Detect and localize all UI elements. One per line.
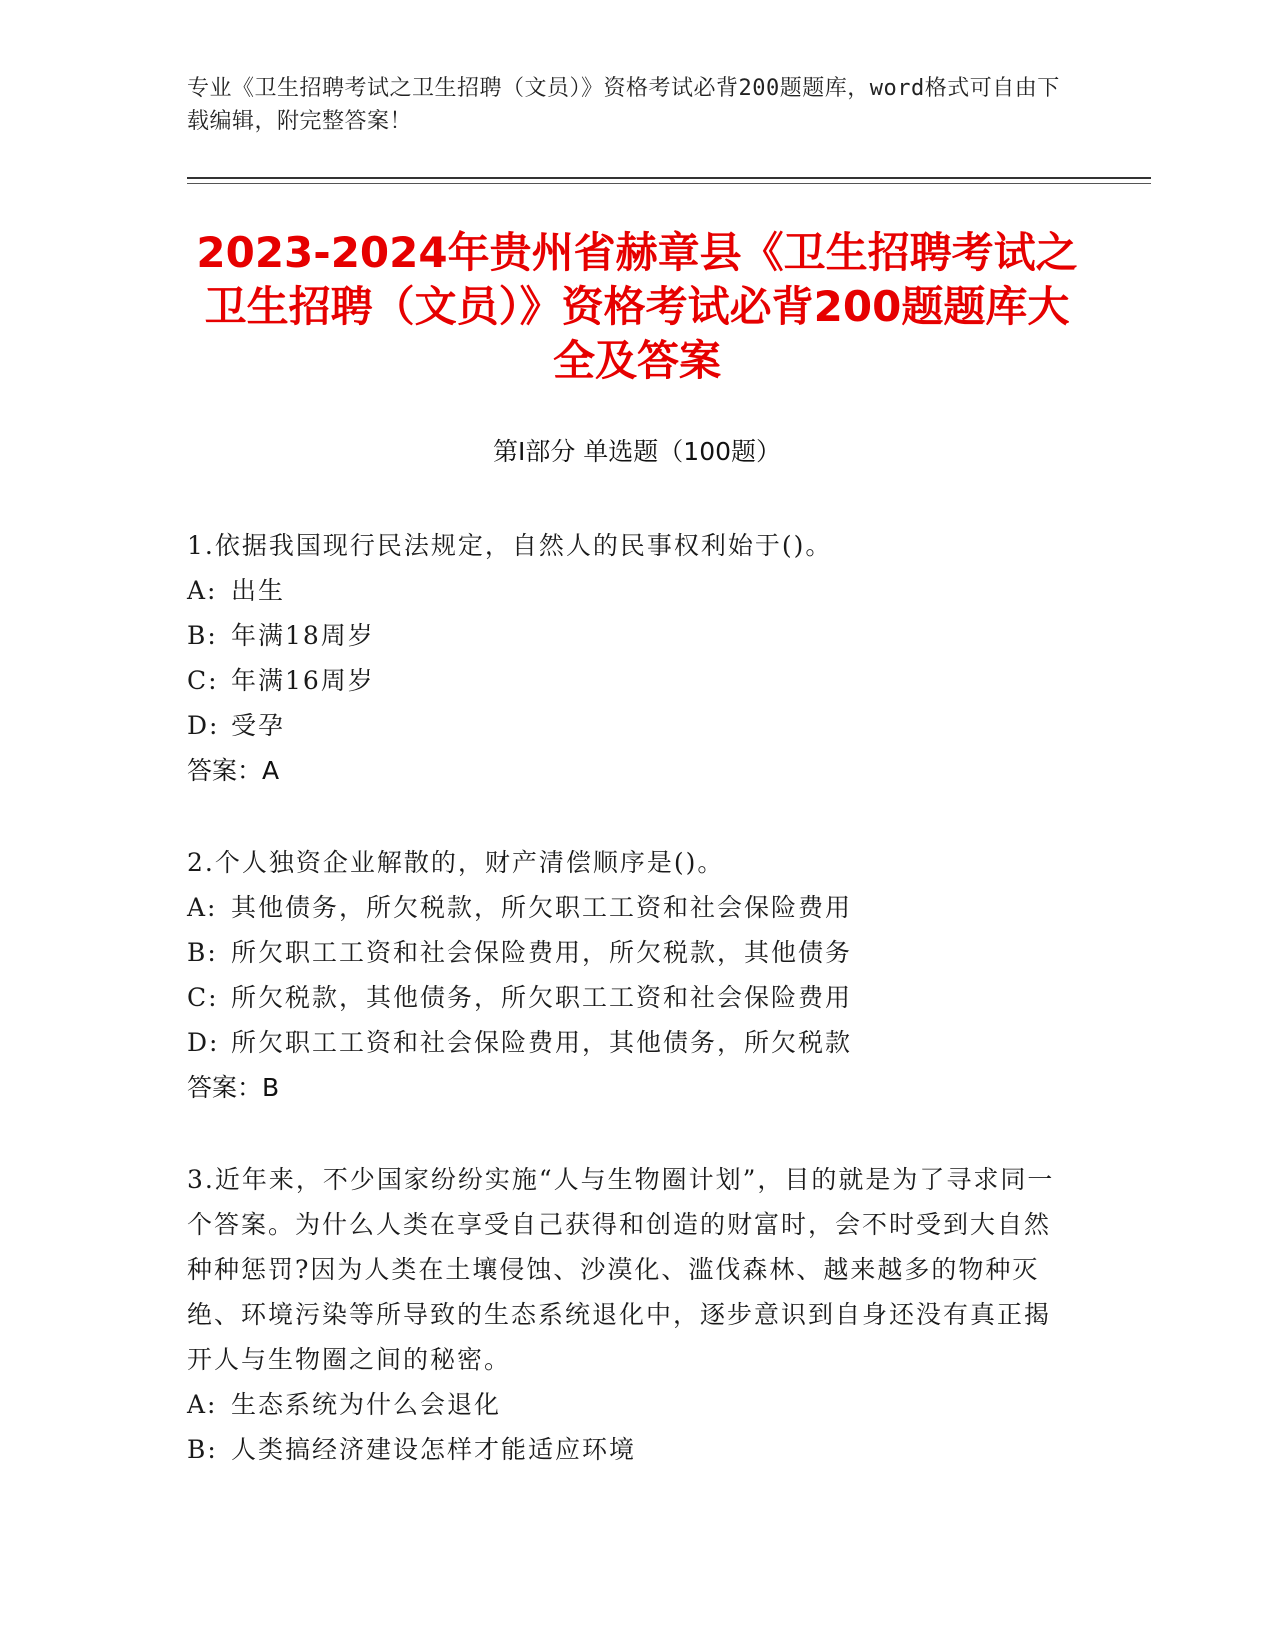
question-1 [187, 523, 1067, 793]
question-3 [187, 1157, 1067, 1472]
option-letter: D: [187, 1028, 220, 1057]
option-letter: D: [187, 711, 220, 740]
option-text: 所欠职工工资和社会保险费用，所欠税款，其他债务 [231, 938, 853, 967]
option-letter: B: [187, 1435, 218, 1464]
question-stem: 2.个人独资企业解散的，财产清偿顺序是()。 [187, 848, 725, 877]
option-b [187, 613, 1067, 658]
option-letter: A: [187, 1390, 218, 1419]
answer-line: 答案：A [187, 756, 280, 785]
option-text: 所欠税款，其他债务，所欠职工工资和社会保险费用 [231, 983, 853, 1012]
option-letter: A: [187, 893, 218, 922]
option-a [187, 885, 1067, 930]
option-letter: A: [187, 576, 218, 605]
option-d [187, 1020, 1067, 1065]
option-a [187, 568, 1067, 613]
option-text: 所欠职工工资和社会保险费用，其他债务，所欠税款 [231, 1028, 853, 1057]
option-b [187, 1427, 1067, 1472]
option-letter: B: [187, 621, 218, 650]
option-text: 出生 [231, 576, 286, 605]
option-text: 年满18周岁 [231, 621, 375, 650]
header-divider-thin [187, 183, 1151, 184]
option-letter: C: [187, 983, 219, 1012]
option-c [187, 658, 1067, 703]
section-heading: 第Ⅰ部分 单选题（100题） [492, 437, 782, 466]
question-2 [187, 840, 1067, 1110]
document-title: 2023-2024年贵州省赫章县《卫生招聘考试之卫生招聘（文员）》资格考试必背200题题库大全及答案 [196, 228, 1078, 385]
option-letter: B: [187, 938, 218, 967]
question-stem: 3.近年来，不少国家纷纷实施“人与生物圈计划”，目的就是为了寻求同一个答案。为什么人类在享受自己获得和创造的财富时，会不时受到大自然种种惩罚?因为人类在土壤侵蚀、沙漠化、滥伐森林、越来越多的物种灭绝、环境污染等所导致的生态系统退化中，逐步意识到自身还没有真正揭开人与生物圈之间的秘密。 [187, 1165, 1055, 1374]
option-d [187, 703, 1067, 748]
question-stem: 1.依据我国现行民法规定，自然人的民事权利始于()。 [187, 531, 833, 560]
option-text: 生态系统为什么会退化 [231, 1390, 502, 1419]
option-letter: C: [187, 666, 219, 695]
option-text: 人类搞经济建设怎样才能适应环境 [231, 1435, 637, 1464]
option-text: 受孕 [231, 711, 286, 740]
option-b [187, 930, 1067, 975]
header-divider [187, 177, 1151, 179]
option-text: 年满16周岁 [231, 666, 375, 695]
answer-line: 答案：B [187, 1073, 280, 1102]
option-c [187, 975, 1067, 1020]
header-note: 专业《卫生招聘考试之卫生招聘（文员）》资格考试必背200题题库，word格式可自由下载编辑，附完整答案！ [187, 76, 1060, 134]
option-text: 其他债务，所欠税款，所欠职工工资和社会保险费用 [231, 893, 853, 922]
option-a [187, 1382, 1067, 1427]
